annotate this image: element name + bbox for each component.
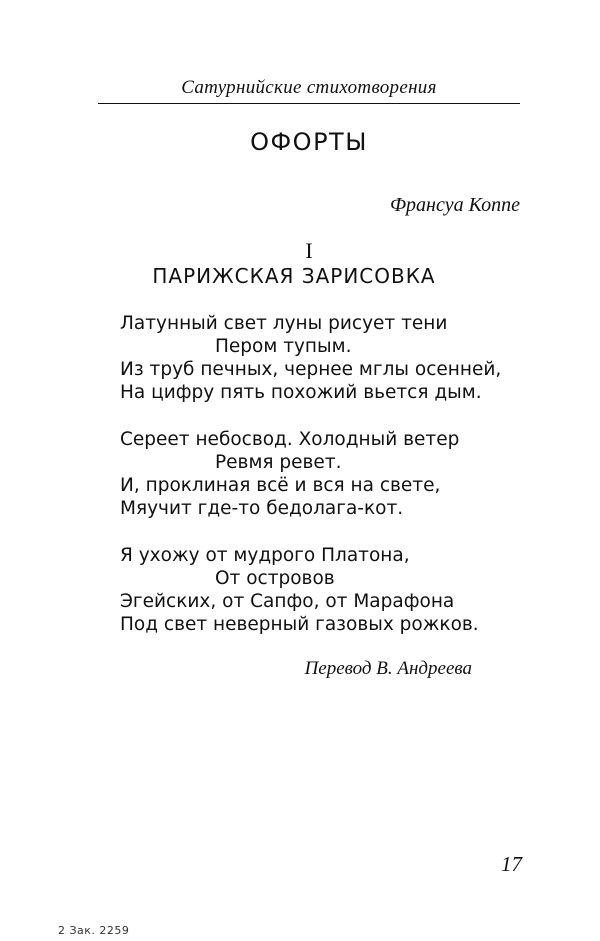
poem-line: Из труб печных, чернее мглы осенней, [120,359,502,380]
printer-signature: 2 Зак. 2259 [58,924,130,937]
page-number: 17 [501,852,522,876]
poem-line: На цифру пять похожий вьется дым. [120,382,482,403]
section-title: ОФОРТЫ [250,128,368,156]
stanza-1 [120,312,501,404]
header-rule [98,103,520,104]
stanza-3 [120,544,501,636]
poem-line: Пером тупым. [215,336,352,357]
running-head: Сатурнийские стихотворения [181,77,437,98]
poem [120,312,501,660]
poem-line: Сереет небосвод. Холодный ветер [120,429,460,450]
poem-title: ПАРИЖСКАЯ ЗАРИСОВКА [152,264,436,288]
poem-line: От островов [215,568,335,589]
translator-credit: Перевод В. Андреева [304,658,472,679]
poem-line: И, проклиная всё и вся на свете, [120,475,441,496]
poem-line: Мяучит где-то бедолага-кот. [120,498,404,519]
poem-line: Эгейских, от Сапфо, от Марафона [120,591,455,612]
poem-line: Латунный свет луны рисует тени [120,313,448,334]
poem-line: Под свет неверный газовых рожков. [120,614,479,635]
poem-line: Я ухожу от мудрого Платона, [120,545,410,566]
epigraph: Франсуа Коппе [389,194,520,216]
part-number: I [305,238,313,263]
poem-line: Ревмя ревет. [215,452,342,473]
stanza-2 [120,428,501,520]
